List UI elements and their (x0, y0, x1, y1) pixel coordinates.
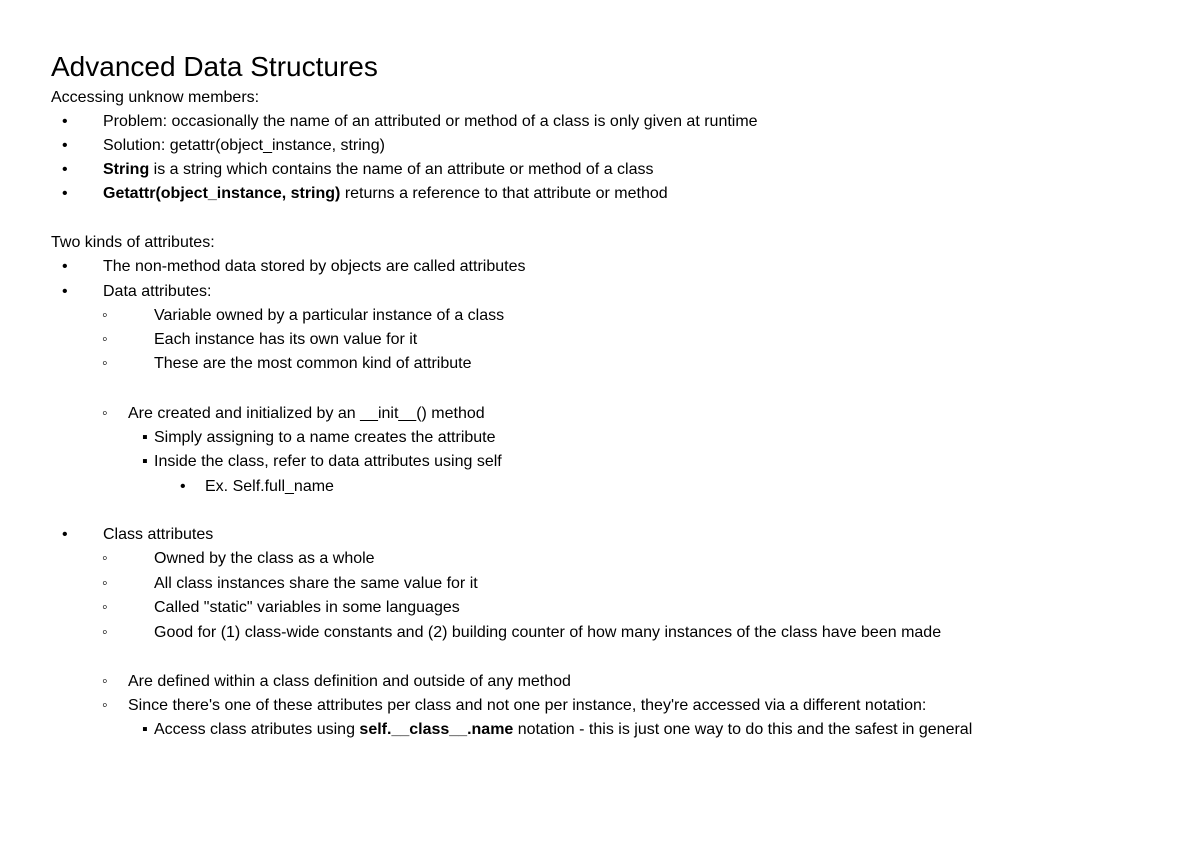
bullet-disc: • (62, 113, 68, 130)
sub-item-different-notation: Since there's one of these attributes per class and not one per instance, they're accessed via a different notation: (128, 697, 927, 714)
sub-item-init-method: Are created and initialized by an __init__() method (128, 405, 485, 422)
list-item-non-method: The non-method data stored by objects are called attributes (103, 258, 526, 275)
bullet-circle: ◦ (102, 405, 108, 422)
sub-item-share-value: All class instances share the same value for it (154, 575, 478, 592)
access-text-post: notation - this is just one way to do this and the safest in general (513, 721, 973, 738)
list-item-solution: Solution: getattr(object_instance, string) (103, 137, 385, 154)
bullet-circle: ◦ (102, 673, 108, 690)
sub-item-variable-owned: Variable owned by a particular instance of a class (154, 307, 505, 324)
bullet-disc: • (62, 185, 68, 202)
list-item-string-text: is a string which contains the name of an attribute or method of a class (149, 161, 654, 178)
bold-term-string: String (103, 161, 150, 178)
page-title: Advanced Data Structures (51, 51, 378, 82)
list-item-string (103, 160, 653, 180)
bullet-square: ▪ (142, 721, 148, 738)
sub-sub-item-simply-assigning: Simply assigning to a name creates the attribute (154, 429, 496, 446)
bullet-circle: ◦ (102, 355, 108, 372)
example-self-full-name: Ex. Self.full_name (205, 478, 334, 495)
bold-term-getattr: Getattr(object_instance, string) (103, 185, 341, 202)
list-item-problem: Problem: occasionally the name of an attributed or method of a class is only given at runtime (103, 113, 758, 130)
access-text-pre: Access class atributes using (154, 721, 360, 738)
sub-item-each-instance: Each instance has its own value for it (154, 331, 418, 348)
sub-item-good-for: Good for (1) class-wide constants and (2) building counter of how many instances of the class have been made (154, 624, 942, 641)
bullet-circle: ◦ (102, 624, 108, 641)
bullet-circle: ◦ (102, 697, 108, 714)
bullet-circle: ◦ (102, 575, 108, 592)
sub-item-owned-by-class: Owned by the class as a whole (154, 550, 375, 567)
bold-term-self-class-name: self.__class__.name (359, 721, 514, 738)
bullet-disc: • (62, 526, 68, 543)
bullet-disc: • (62, 161, 68, 178)
sub-item-most-common: These are the most common kind of attribute (154, 355, 472, 372)
bullet-disc: • (180, 478, 186, 495)
sub-sub-item-access-class-attributes (154, 720, 972, 740)
bullet-circle: ◦ (102, 599, 108, 616)
list-item-class-attributes: Class attributes (103, 526, 214, 543)
sub-item-static-variables: Called "static" variables in some languages (154, 599, 460, 616)
bullet-circle: ◦ (102, 307, 108, 324)
bullet-disc: • (62, 137, 68, 154)
bullet-circle: ◦ (102, 331, 108, 348)
bullet-disc: • (62, 283, 68, 300)
section-heading-two-kinds: Two kinds of attributes: (51, 234, 215, 251)
list-item-data-attributes: Data attributes: (103, 283, 212, 300)
sub-sub-item-inside-class: Inside the class, refer to data attributes using self (154, 453, 502, 470)
bullet-circle: ◦ (102, 550, 108, 567)
list-item-getattr-text: returns a reference to that attribute or method (340, 185, 668, 202)
sub-item-defined-within: Are defined within a class definition and outside of any method (128, 673, 571, 690)
section-heading-accessing: Accessing unknow members: (51, 89, 260, 106)
bullet-square: ▪ (142, 429, 148, 446)
bullet-disc: • (62, 258, 68, 275)
bullet-square: ▪ (142, 453, 148, 470)
list-item-getattr (103, 184, 668, 204)
